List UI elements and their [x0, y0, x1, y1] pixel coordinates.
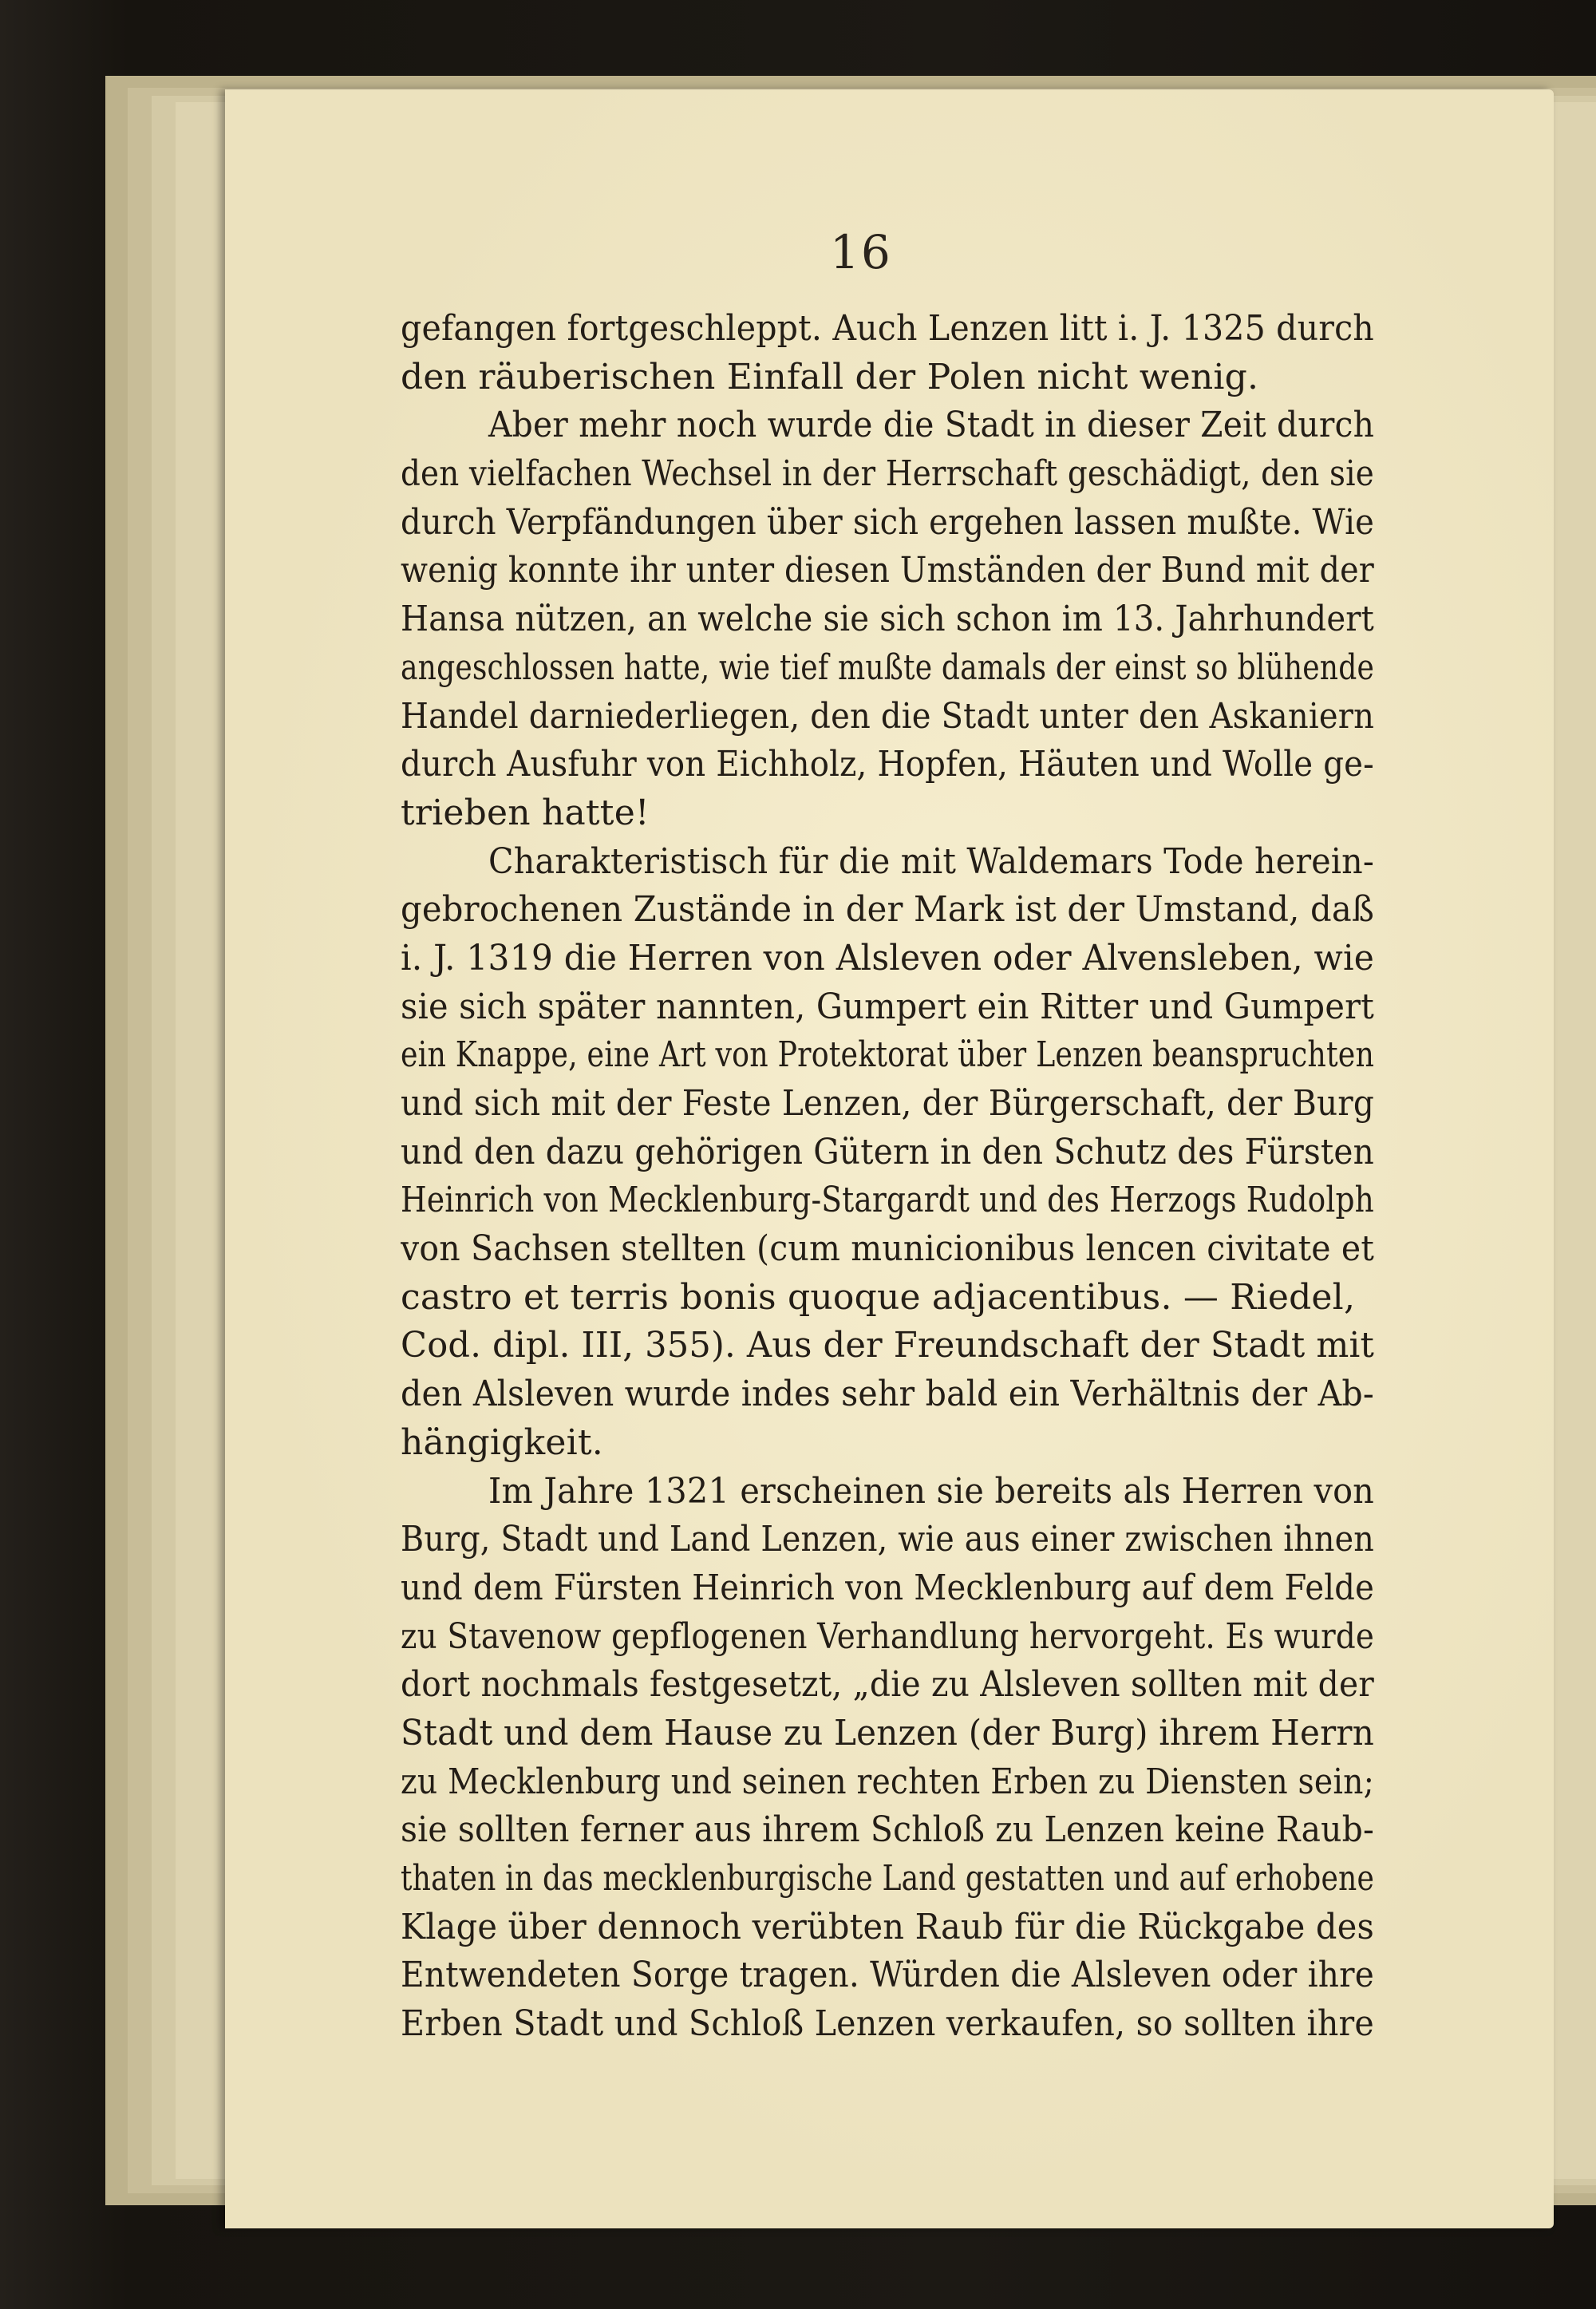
text-line: Entwendeten Sorge tragen. Würden die Alsleven oder ihre [401, 1955, 1374, 1996]
text-line: und den dazu gehörigen Gütern in den Schutz des Fürsten [401, 1131, 1374, 1172]
text-line: Aber mehr noch wurde die Stadt in dieser Zeit durch [488, 405, 1374, 446]
text-line: Stadt und dem Hause zu Lenzen (der Burg) ihrem Herrn [401, 1712, 1374, 1753]
text-line: zu Stavenow gepflogenen Verhandlung hervorgeht. Es wurde [401, 1615, 1374, 1657]
text-line: castro et terris bonis quoque adjacentibus. — Riedel, [401, 1276, 1356, 1318]
text-line: Im Jahre 1321 erscheinen sie bereits als Herren von [488, 1470, 1374, 1512]
text-line: Klage über dennoch verübten Raub für die Rückgabe des [401, 1906, 1374, 1947]
text-line: Hansa nützen, an welche sie sich schon im 13. Jahrhundert [401, 599, 1374, 640]
text-line: von Sachsen stellten (cum municionibus lencen civitate et [401, 1228, 1374, 1270]
text-line: wenig konnte ihr unter diesen Umständen der Bund mit der [401, 550, 1374, 591]
text-line: den vielfachen Wechsel in der Herrschaft geschädigt, den sie [401, 453, 1374, 495]
text-line: und dem Fürsten Heinrich von Mecklenburg auf dem Felde [401, 1567, 1374, 1608]
text-line: Heinrich von Mecklenburg-Stargardt und des Herzogs Rudolph [401, 1180, 1374, 1221]
text-line: i. J. 1319 die Herren von Alsleven oder Alvensleben, wie [401, 937, 1374, 979]
text-line: den Alsleven wurde indes sehr bald ein Verhältnis der Ab- [401, 1374, 1374, 1415]
text-line: ein Knappe, eine Art von Protektorat über Lenzen beanspruchten [401, 1034, 1374, 1076]
text-line: und sich mit der Feste Lenzen, der Bürgerschaft, der Burg [401, 1083, 1374, 1124]
text-line: Handel darniederliegen, den die Stadt unter den Askaniern [401, 695, 1374, 737]
text-line: hängigkeit. [401, 1421, 603, 1463]
body-text [401, 305, 1374, 2049]
text-line: gefangen fortgeschleppt. Auch Lenzen litt i. J. 1325 durch [401, 308, 1374, 349]
text-line: sie sich später nannten, Gumpert ein Ritter und Gumpert [401, 986, 1374, 1027]
text-line: zu Mecklenburg und seinen rechten Erben zu Diensten sein; [401, 1761, 1374, 1802]
text-line: den räuberischen Einfall der Polen nicht wenig. [401, 356, 1259, 397]
text-line: trieben hatte! [401, 792, 650, 833]
text-line: thaten in das mecklenburgische Land gestatten und auf erhobene [401, 1858, 1374, 1899]
page-number: 16 [830, 225, 892, 279]
text-line: Erben Stadt und Schloß Lenzen verkaufen, so sollten ihre [401, 2003, 1374, 2045]
text-line: gebrochenen Zustände in der Mark ist der Umstand, daß [401, 889, 1374, 931]
text-line: Charakteristisch für die mit Waldemars Tode herein- [488, 840, 1374, 882]
text-line: dort nochmals festgesetzt, „die zu Alsleven sollten mit der [401, 1664, 1374, 1706]
text-line: durch Verpfändungen über sich ergehen lassen mußte. Wie [401, 501, 1374, 543]
text-line: Burg, Stadt und Land Lenzen, wie aus einer zwischen ihnen [401, 1519, 1374, 1560]
text-line: durch Ausfuhr von Eichholz, Hopfen, Häuten und Wolle ge- [401, 744, 1374, 785]
text-line: Cod. dipl. III, 355). Aus der Freundschaft der Stadt mit [401, 1325, 1374, 1366]
text-line: sie sollten ferner aus ihrem Schloß zu Lenzen keine Raub- [401, 1809, 1374, 1851]
text-line: angeschlossen hatte, wie tief mußte damals der einst so blühende [401, 646, 1374, 688]
